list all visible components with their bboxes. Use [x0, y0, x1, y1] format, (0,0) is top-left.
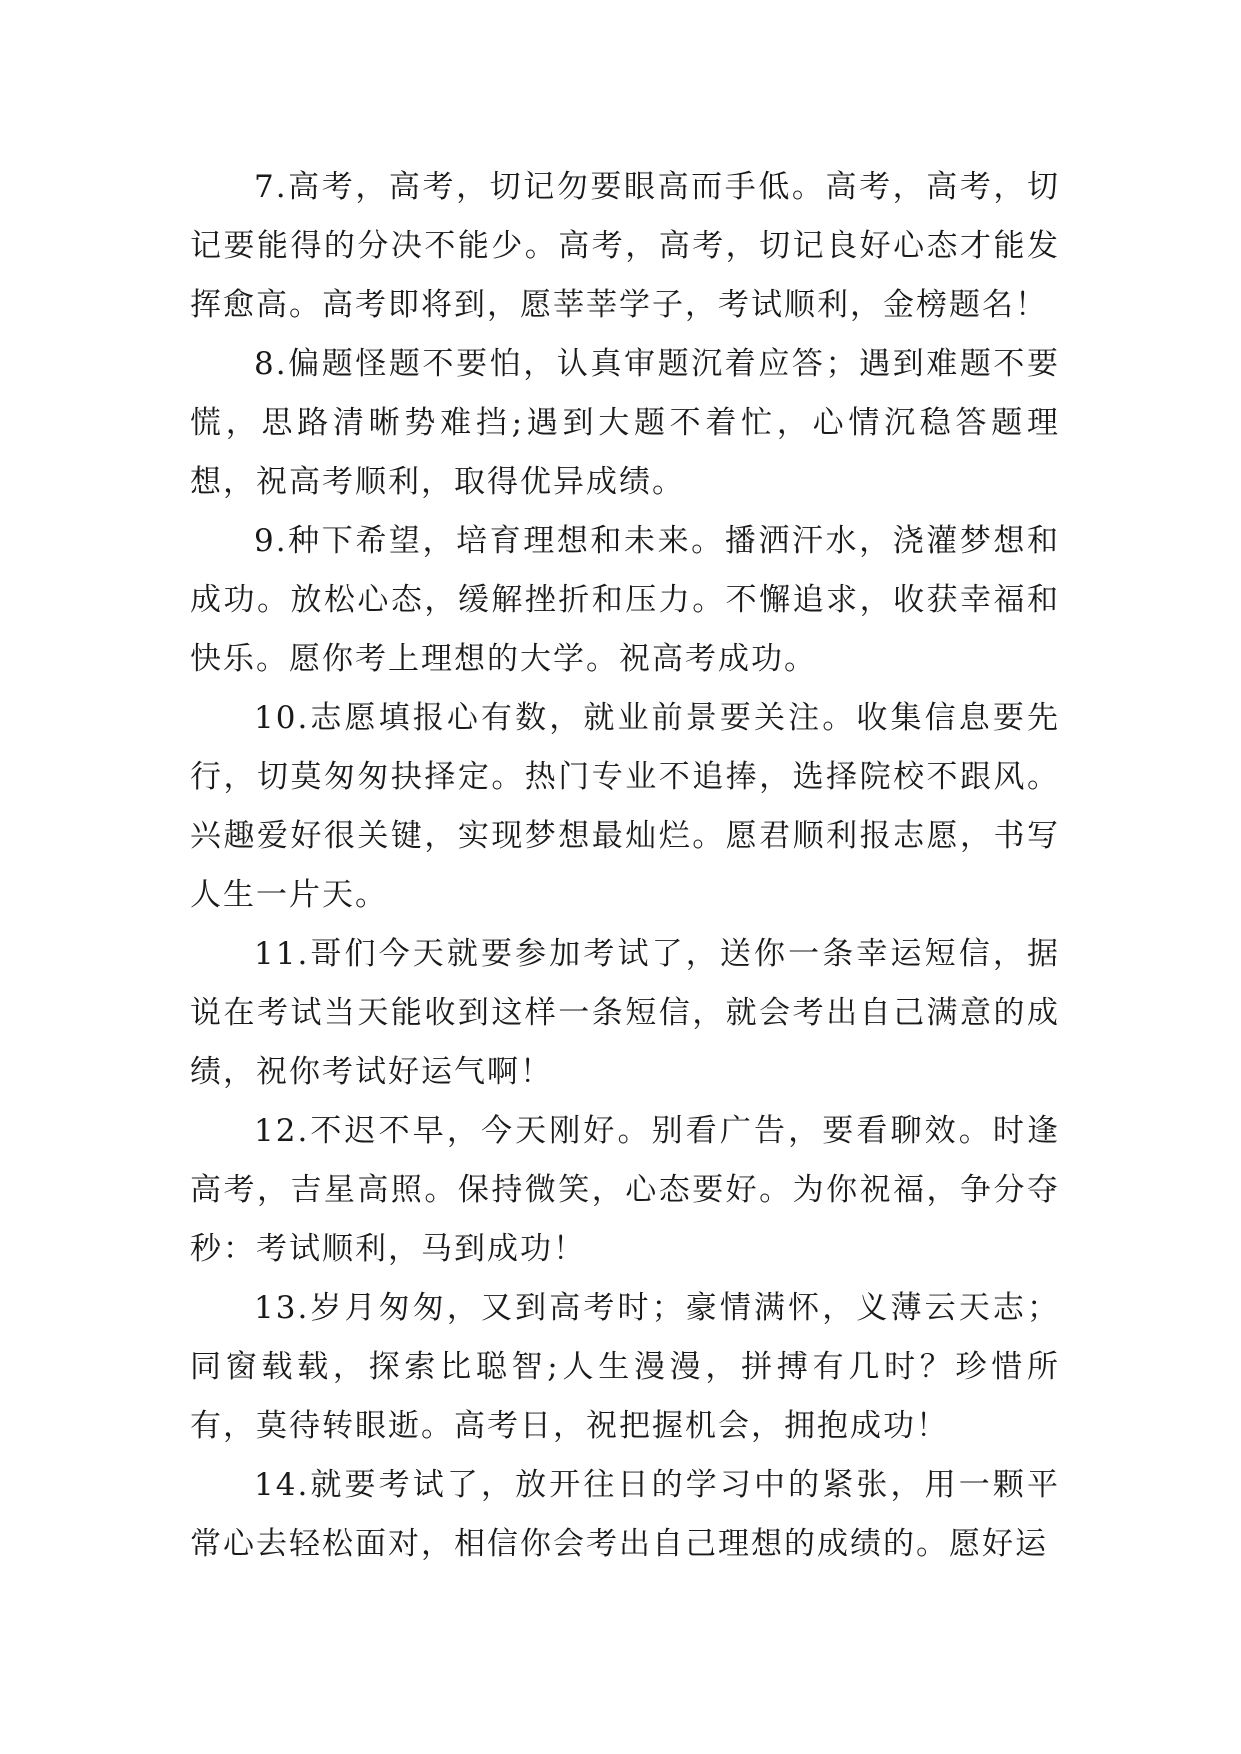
paragraph-14: 14.就要考试了，放开往日的学习中的紧张，用一颗平常心去轻松面对，相信你会考出自己理想的成绩的。愿好运 — [190, 1467, 1060, 1562]
document-body — [190, 158, 1060, 1574]
paragraph-13: 13.岁月匆匆，又到高考时；豪情满怀，义薄云天志；同窗载载，探索比聪智;人生漫漫，拼搏有几时？珍惜所有，莫待转眼逝。高考日，祝把握机会，拥抱成功！ — [190, 1290, 1060, 1444]
paragraph-7: 7.高考，高考，切记勿要眼高而手低。高考，高考，切记要能得的分决不能少。高考，高考，切记良好心态才能发挥愈高。高考即将到，愿莘莘学子，考试顺利，金榜题名！ — [190, 169, 1060, 323]
paragraph-10: 10.志愿填报心有数，就业前景要关注。收集信息要先行，切莫匆匆抉择定。热门专业不追捧，选择院校不跟风。兴趣爱好很关键，实现梦想最灿烂。愿君顺利报志愿，书写人生一片天。 — [190, 700, 1060, 913]
paragraph-12: 12.不迟不早，今天刚好。别看广告，要看聊效。时逢高考，吉星高照。保持微笑，心态要好。为你祝福，争分夺秒：考试顺利，马到成功！ — [190, 1113, 1060, 1267]
paragraph-11: 11.哥们今天就要参加考试了，送你一条幸运短信，据说在考试当天能收到这样一条短信，就会考出自己满意的成绩，祝你考试好运气啊！ — [190, 936, 1060, 1090]
paragraph-8: 8.偏题怪题不要怕，认真审题沉着应答；遇到难题不要慌，思路清晰势难挡;遇到大题不着忙，心情沉稳答题理想，祝高考顺利，取得优异成绩。 — [190, 346, 1060, 500]
paragraph-9: 9.种下希望，培育理想和未来。播洒汗水，浇灌梦想和成功。放松心态，缓解挫折和压力。不懈追求，收获幸福和快乐。愿你考上理想的大学。祝高考成功。 — [190, 523, 1060, 677]
